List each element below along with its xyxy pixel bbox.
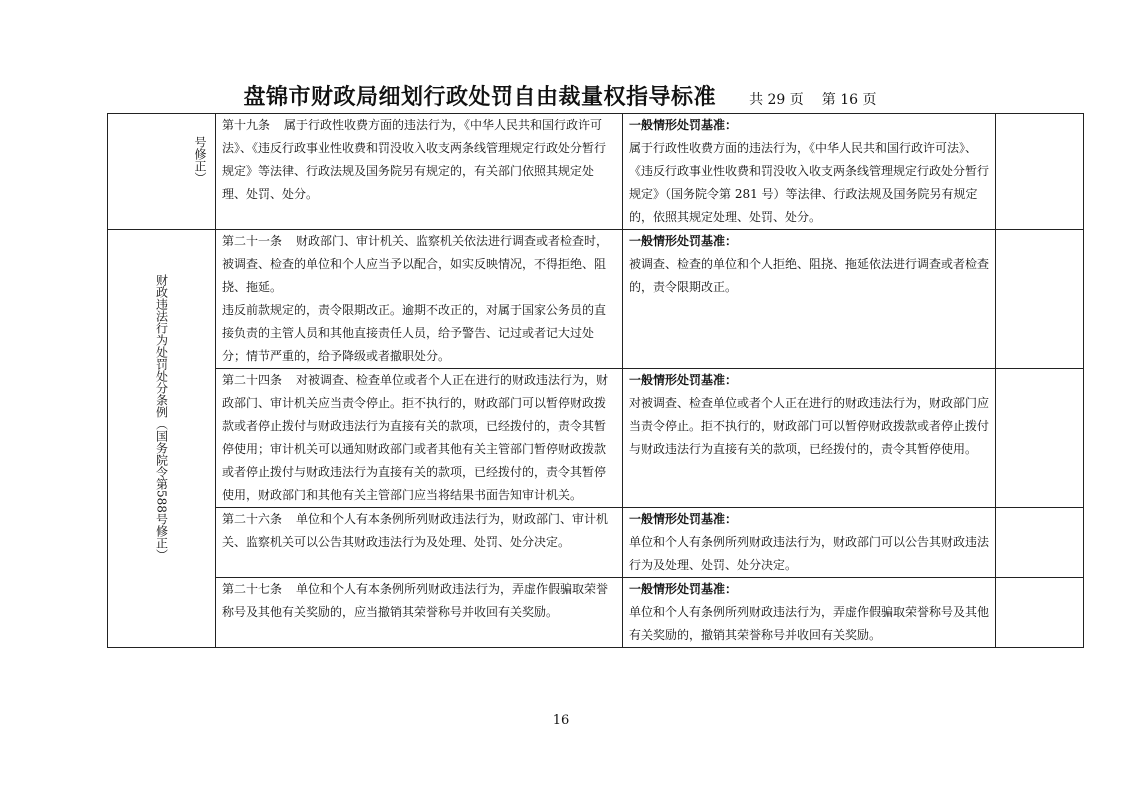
law-name: 财政违法行为处罚处分条例（国务院令第588号修正） [154, 274, 169, 561]
remarks-cell [996, 369, 1084, 508]
page-header [0, 80, 1122, 111]
law-name: 号修正） [193, 136, 207, 184]
page-number: 16 [552, 713, 570, 728]
remarks-cell [996, 230, 1084, 369]
article-text: 财政部门、审计机关、监察机关依法进行调查或者检查时，被调查、检查的单位和个人应当予以配合，如实反映情况，不得拒绝、阻挠、拖延。 [222, 234, 609, 294]
current-page-label: 第 16 页 [821, 92, 877, 108]
article-number: 第二十一条 [222, 234, 283, 248]
article-text: 属于行政性收费方面的违法行为，《中华人民共和国行政许可法》、《违反行政事业性收费和罚没收入收支两条线管理规定行政处分暂行规定》等法律、行政法规及国务院另有规定的，有关部门依照其规定处理、处罚、处分。 [222, 118, 607, 201]
basis-title: 一般情形处罚基准： [629, 512, 738, 526]
law-name-cell [108, 114, 216, 230]
basis-title: 一般情形处罚基准： [629, 118, 738, 132]
article-text: 单位和个人有本条例所列财政违法行为，财政部门、审计机关、监察机关可以公告其财政违法行为及处理、处罚、处分决定。 [222, 512, 609, 549]
article-text: 对被调查、检查单位或者个人正在进行的财政违法行为，财政部门、审计机关应当责令停止。拒不执行的，财政部门可以暂停财政拨款或者停止拨付与财政违法行为直接有关的款项，已经拨付的，责令其暂停使用；审计机关可以通知财政部门或者其他有关主管部门暂停财政拨款或者停止拨付与财政违法行为直接有关的款项，已经拨付的，责令其暂停使用，财政部门和其他有关主管部门应当将结果书面告知审计机关。 [222, 373, 609, 502]
basis-cell [623, 578, 996, 648]
basis-cell [623, 508, 996, 578]
article-number: 第二十七条 [222, 582, 283, 596]
basis-title: 一般情形处罚基准： [629, 234, 738, 248]
table-row [108, 114, 1084, 230]
article-cell [216, 230, 623, 369]
article-number: 第二十四条 [222, 373, 283, 387]
basis-cell [623, 369, 996, 508]
basis-text: 单位和个人有条例所列财政违法行为，财政部门可以公告其财政违法行为及处理、处罚、处分决定。 [629, 535, 990, 572]
article-cell [216, 369, 623, 508]
basis-cell [623, 230, 996, 369]
page-count [747, 92, 878, 108]
law-name-cell [108, 230, 216, 648]
table-row [108, 369, 1084, 508]
total-pages-label: 共 29 页 [749, 92, 804, 108]
basis-text: 单位和个人有条例所列财政违法行为，弄虚作假骗取荣誉称号及其他有关奖励的，撤销其荣誉称号并收回有关奖励。 [629, 605, 990, 642]
basis-text: 对被调查、检查单位或者个人正在进行的财政违法行为，财政部门应当责令停止。拒不执行的，财政部门可以暂停财政拨款或者停止拨付与财政违法行为直接有关的款项，已经拨付的，责令其暂停使用。 [629, 396, 990, 456]
article-text: 单位和个人有本条例所列财政违法行为，弄虚作假骗取荣誉称号及其他有关奖励的，应当撤销其荣誉称号并收回有关奖励。 [222, 582, 609, 619]
basis-text: 被调查、检查的单位和个人拒绝、阻挠、拖延依法进行调查或者检查的，责令限期改正。 [629, 257, 990, 294]
remarks-cell [996, 114, 1084, 230]
table-row [108, 578, 1084, 648]
document-title: 盘锦市财政局细划行政处罚自由裁量权指导标准 [243, 85, 716, 110]
article-text-paragraph: 违反前款规定的，责令限期改正。逾期不改正的，对属于国家公务员的直接负责的主管人员和其他直接责任人员，给予警告、记过或者记大过处分；情节严重的，给予降级或者撤职处分。 [222, 303, 607, 363]
remarks-cell [996, 578, 1084, 648]
basis-title: 一般情形处罚基准： [629, 373, 738, 387]
article-cell [216, 578, 623, 648]
basis-title: 一般情形处罚基准： [629, 582, 738, 596]
table-row [108, 230, 1084, 369]
article-number: 第二十六条 [222, 512, 283, 526]
table-row [108, 508, 1084, 578]
article-number: 第十九条 [222, 118, 271, 132]
article-cell [216, 114, 623, 230]
basis-cell [623, 114, 996, 230]
basis-text: 属于行政性收费方面的违法行为，《中华人民共和国行政许可法》、《违反行政事业性收费和罚没收入收支两条线管理规定行政处分暂行规定》（国务院令第 281 号）等法律、行政法规及国务院另有规定的，依照其规定处理、处罚、处分。 [629, 141, 990, 224]
article-cell [216, 508, 623, 578]
remarks-cell [996, 508, 1084, 578]
penalty-standards-table [107, 113, 1084, 648]
